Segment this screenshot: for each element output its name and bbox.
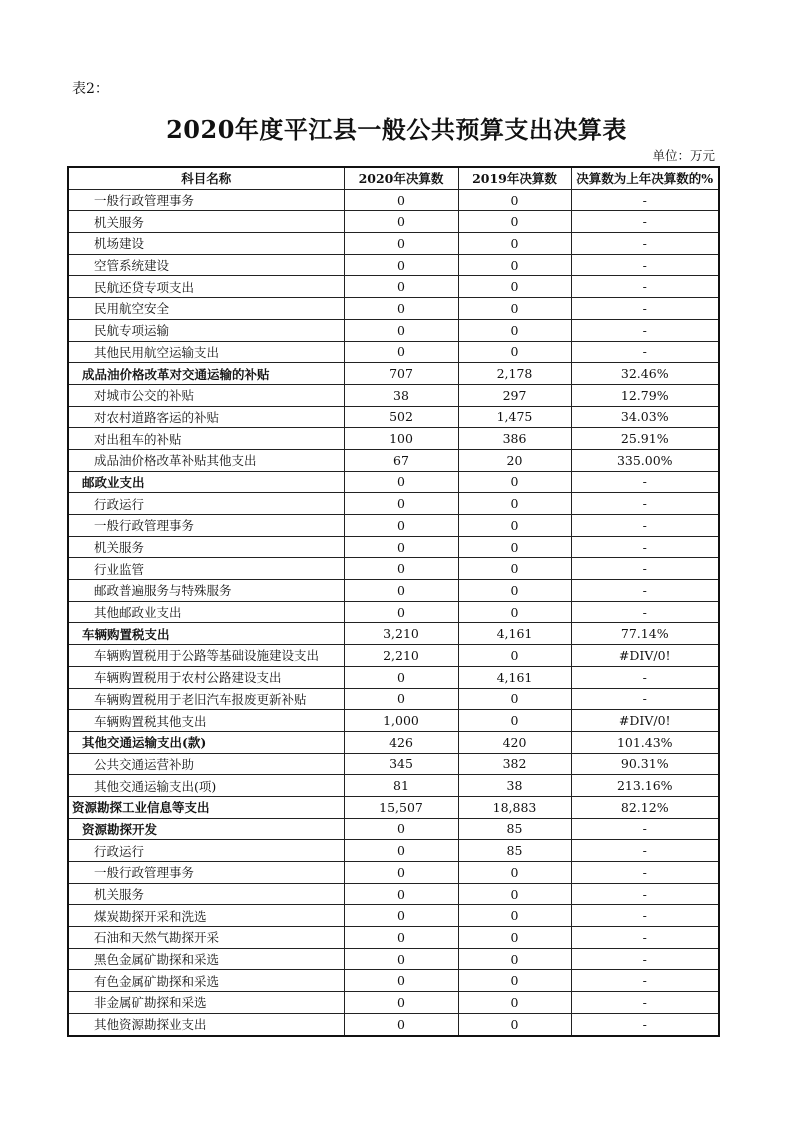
row-percent: - [571, 471, 719, 493]
row-percent: 34.03% [571, 406, 719, 428]
row-2019-value: 0 [458, 341, 571, 363]
row-2019-value: 0 [458, 471, 571, 493]
row-subject: 其他资源勘探业支出 [68, 1013, 344, 1035]
row-percent: 213.16% [571, 775, 719, 797]
row-subject: 车辆购置税用于老旧汽车报废更新补贴 [68, 688, 344, 710]
table-row [68, 840, 719, 862]
row-2020-value: 0 [344, 189, 458, 211]
row-2020-value: 0 [344, 319, 458, 341]
row-2019-value: 0 [458, 970, 571, 992]
table-row [68, 775, 719, 797]
row-percent: #DIV/0! [571, 645, 719, 667]
row-subject: 成品油价格改革对交通运输的补贴 [68, 363, 344, 385]
row-2019-value: 0 [458, 233, 571, 255]
row-subject: 民航专项运输 [68, 319, 344, 341]
row-percent: - [571, 883, 719, 905]
row-percent: - [571, 515, 719, 537]
table-row [68, 558, 719, 580]
row-2019-value: 297 [458, 384, 571, 406]
row-subject: 公共交通运营补助 [68, 753, 344, 775]
table-row [68, 233, 719, 255]
header-percent: 决算数为上年决算数的% [571, 167, 719, 189]
row-subject: 行业监管 [68, 558, 344, 580]
table-row [68, 471, 719, 493]
row-2019-value: 0 [458, 211, 571, 233]
row-subject: 煤炭勘探开采和洗选 [68, 905, 344, 927]
row-subject: 民用航空安全 [68, 298, 344, 320]
row-percent: 25.91% [571, 428, 719, 450]
table-row [68, 449, 719, 471]
row-percent: 12.79% [571, 384, 719, 406]
table-row [68, 927, 719, 949]
row-percent: - [571, 970, 719, 992]
row-percent: 77.14% [571, 623, 719, 645]
row-subject: 一般行政管理事务 [68, 862, 344, 884]
row-percent: - [571, 862, 719, 884]
row-percent: - [571, 319, 719, 341]
row-subject: 对城市公交的补贴 [68, 384, 344, 406]
table-row [68, 623, 719, 645]
row-subject: 空管系统建设 [68, 254, 344, 276]
table-row [68, 992, 719, 1014]
row-subject: 非金属矿勘探和采选 [68, 992, 344, 1014]
row-percent: - [571, 341, 719, 363]
header-2020: 2020年决算数 [344, 167, 458, 189]
row-subject: 行政运行 [68, 840, 344, 862]
row-2020-value: 0 [344, 341, 458, 363]
header-subject: 科目名称 [68, 167, 344, 189]
row-percent: - [571, 992, 719, 1014]
row-2019-value: 0 [458, 992, 571, 1014]
row-subject: 机场建设 [68, 233, 344, 255]
row-percent: - [571, 818, 719, 840]
row-percent: - [571, 688, 719, 710]
row-2020-value: 38 [344, 384, 458, 406]
row-percent: 335.00% [571, 449, 719, 471]
row-2019-value: 0 [458, 493, 571, 515]
row-subject: 机关服务 [68, 536, 344, 558]
table-row [68, 601, 719, 623]
row-2019-value: 0 [458, 927, 571, 949]
table-label: 表2： [72, 81, 109, 97]
row-2019-value: 0 [458, 948, 571, 970]
row-2020-value: 0 [344, 471, 458, 493]
row-2019-value: 1,475 [458, 406, 571, 428]
row-2019-value: 0 [458, 710, 571, 732]
row-percent: - [571, 254, 719, 276]
row-percent: - [571, 536, 719, 558]
row-2020-value: 0 [344, 992, 458, 1014]
row-subject: 机关服务 [68, 883, 344, 905]
row-2020-value: 0 [344, 536, 458, 558]
row-percent: #DIV/0! [571, 710, 719, 732]
table-header-row [68, 167, 719, 189]
table-row [68, 211, 719, 233]
row-2019-value: 0 [458, 862, 571, 884]
row-percent: - [571, 840, 719, 862]
row-percent: - [571, 1013, 719, 1035]
row-subject: 车辆购置税其他支出 [68, 710, 344, 732]
row-2019-value: 18,883 [458, 796, 571, 818]
row-2019-value: 4,161 [458, 623, 571, 645]
row-2020-value: 0 [344, 883, 458, 905]
row-subject: 对农村道路客运的补贴 [68, 406, 344, 428]
row-percent: - [571, 905, 719, 927]
table-row [68, 710, 719, 732]
row-subject: 机关服务 [68, 211, 344, 233]
row-subject: 车辆购置税用于农村公路建设支出 [68, 666, 344, 688]
row-subject: 邮政普遍服务与特殊服务 [68, 580, 344, 602]
row-percent: - [571, 233, 719, 255]
table-row [68, 319, 719, 341]
row-2019-value: 382 [458, 753, 571, 775]
row-2020-value: 0 [344, 211, 458, 233]
row-2020-value: 0 [344, 818, 458, 840]
row-subject: 对出租车的补贴 [68, 428, 344, 450]
table-row [68, 688, 719, 710]
row-2019-value: 0 [458, 189, 571, 211]
row-subject: 资源勘探工业信息等支出 [68, 796, 344, 818]
row-2020-value: 81 [344, 775, 458, 797]
row-2020-value: 426 [344, 731, 458, 753]
row-2019-value: 0 [458, 515, 571, 537]
table-row [68, 254, 719, 276]
row-2020-value: 345 [344, 753, 458, 775]
row-2019-value: 0 [458, 580, 571, 602]
row-2020-value: 0 [344, 840, 458, 862]
budget-table [67, 166, 720, 1037]
row-subject: 车辆购置税支出 [68, 623, 344, 645]
row-2020-value: 100 [344, 428, 458, 450]
page-title: 2020年度平江县一般公共预算支出决算表 [166, 115, 627, 144]
table-row [68, 818, 719, 840]
row-2020-value: 0 [344, 580, 458, 602]
row-percent: - [571, 558, 719, 580]
table-row [68, 883, 719, 905]
row-subject: 行政运行 [68, 493, 344, 515]
table-row [68, 341, 719, 363]
row-subject: 一般行政管理事务 [68, 189, 344, 211]
row-percent: - [571, 666, 719, 688]
row-subject: 石油和天然气勘探开采 [68, 927, 344, 949]
row-2020-value: 0 [344, 298, 458, 320]
row-2019-value: 0 [458, 645, 571, 667]
row-2020-value: 0 [344, 233, 458, 255]
row-2020-value: 0 [344, 601, 458, 623]
row-percent: - [571, 493, 719, 515]
row-2020-value: 0 [344, 862, 458, 884]
table-row [68, 905, 719, 927]
row-2019-value: 386 [458, 428, 571, 450]
row-subject: 有色金属矿勘探和采选 [68, 970, 344, 992]
row-2020-value: 0 [344, 927, 458, 949]
row-percent: - [571, 580, 719, 602]
row-2019-value: 4,161 [458, 666, 571, 688]
table-row [68, 384, 719, 406]
row-2019-value: 85 [458, 818, 571, 840]
row-2019-value: 0 [458, 536, 571, 558]
row-2019-value: 20 [458, 449, 571, 471]
table-row [68, 363, 719, 385]
row-subject: 其他交通运输支出(项) [68, 775, 344, 797]
row-2019-value: 0 [458, 883, 571, 905]
row-2020-value: 3,210 [344, 623, 458, 645]
table-row [68, 428, 719, 450]
row-percent: - [571, 276, 719, 298]
row-2019-value: 38 [458, 775, 571, 797]
row-2020-value: 502 [344, 406, 458, 428]
row-2020-value: 0 [344, 666, 458, 688]
row-subject: 资源勘探开发 [68, 818, 344, 840]
table-row [68, 493, 719, 515]
row-2019-value: 0 [458, 601, 571, 623]
row-percent: 32.46% [571, 363, 719, 385]
row-2019-value: 2,178 [458, 363, 571, 385]
table-row [68, 731, 719, 753]
table-body [68, 189, 719, 1035]
row-subject: 其他交通运输支出(款) [68, 731, 344, 753]
row-percent: - [571, 927, 719, 949]
row-2020-value: 0 [344, 905, 458, 927]
table-row [68, 666, 719, 688]
row-2019-value: 0 [458, 1013, 571, 1035]
row-subject: 黑色金属矿勘探和采选 [68, 948, 344, 970]
table-row [68, 753, 719, 775]
table-row [68, 948, 719, 970]
row-2020-value: 0 [344, 276, 458, 298]
table-row [68, 580, 719, 602]
row-2019-value: 0 [458, 688, 571, 710]
row-percent: - [571, 189, 719, 211]
row-2020-value: 67 [344, 449, 458, 471]
row-2020-value: 0 [344, 970, 458, 992]
row-2019-value: 0 [458, 319, 571, 341]
row-percent: 101.43% [571, 731, 719, 753]
header-2019: 2019年决算数 [458, 167, 571, 189]
row-2019-value: 0 [458, 905, 571, 927]
row-2020-value: 707 [344, 363, 458, 385]
row-2020-value: 0 [344, 254, 458, 276]
row-2019-value: 0 [458, 276, 571, 298]
row-subject: 其他民用航空运输支出 [68, 341, 344, 363]
row-subject: 民航还贷专项支出 [68, 276, 344, 298]
table-row [68, 406, 719, 428]
row-2020-value: 2,210 [344, 645, 458, 667]
table-row [68, 515, 719, 537]
row-percent: 90.31% [571, 753, 719, 775]
row-percent: - [571, 601, 719, 623]
table-row [68, 862, 719, 884]
table-row [68, 536, 719, 558]
table-row [68, 276, 719, 298]
row-2019-value: 0 [458, 298, 571, 320]
row-2020-value: 0 [344, 515, 458, 537]
row-2020-value: 0 [344, 948, 458, 970]
row-2020-value: 15,507 [344, 796, 458, 818]
row-2019-value: 0 [458, 254, 571, 276]
row-2020-value: 0 [344, 688, 458, 710]
row-2020-value: 1,000 [344, 710, 458, 732]
table-row [68, 645, 719, 667]
table-row [68, 970, 719, 992]
row-2020-value: 0 [344, 493, 458, 515]
table-row [68, 298, 719, 320]
row-percent: - [571, 298, 719, 320]
row-subject: 其他邮政业支出 [68, 601, 344, 623]
row-subject: 邮政业支出 [68, 471, 344, 493]
unit-label: 单位：万元 [652, 148, 715, 163]
row-2019-value: 85 [458, 840, 571, 862]
row-2020-value: 0 [344, 558, 458, 580]
row-percent: - [571, 948, 719, 970]
table-row [68, 189, 719, 211]
row-2019-value: 420 [458, 731, 571, 753]
table-row [68, 1013, 719, 1035]
row-subject: 一般行政管理事务 [68, 515, 344, 537]
row-subject: 成品油价格改革补贴其他支出 [68, 449, 344, 471]
row-percent: 82.12% [571, 796, 719, 818]
table-row [68, 796, 719, 818]
row-percent: - [571, 211, 719, 233]
row-2020-value: 0 [344, 1013, 458, 1035]
row-2019-value: 0 [458, 558, 571, 580]
row-subject: 车辆购置税用于公路等基础设施建设支出 [68, 645, 344, 667]
